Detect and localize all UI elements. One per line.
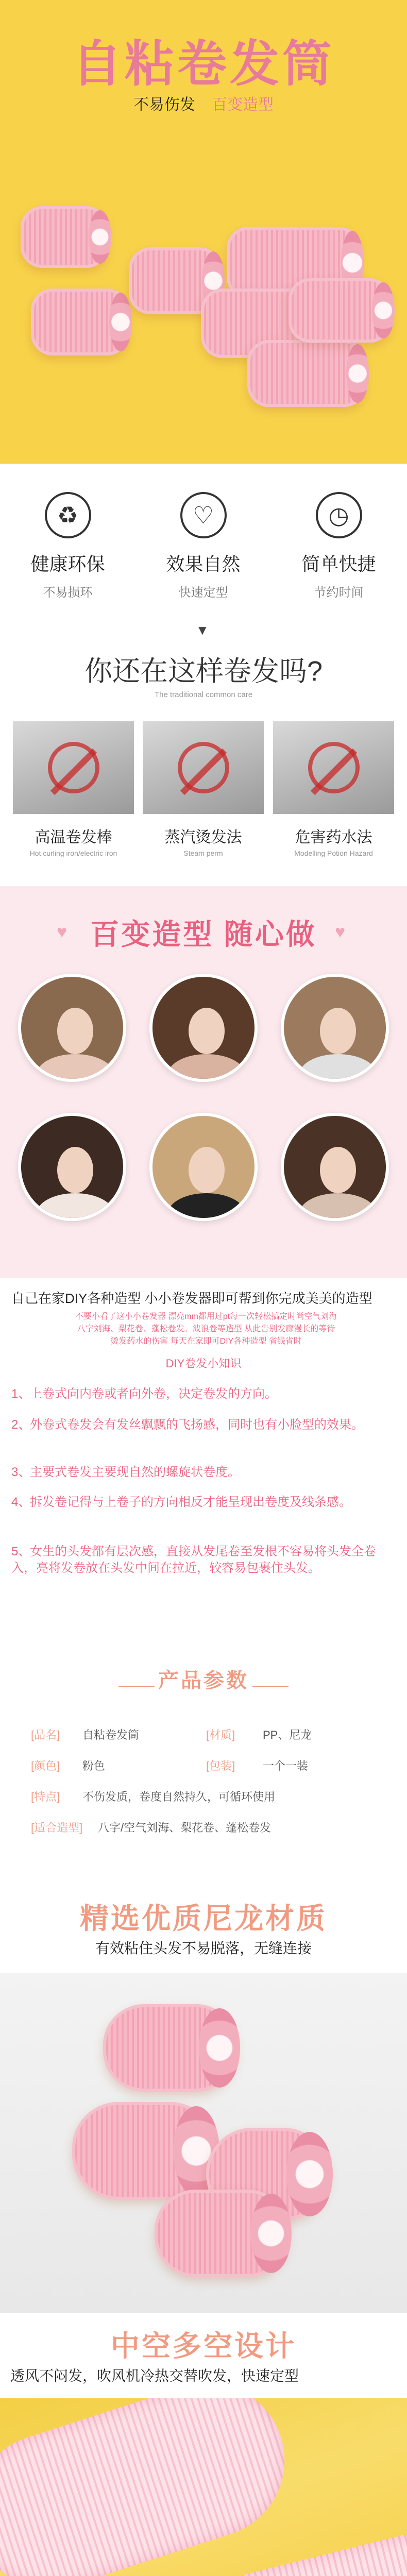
param-value: PP、尼龙 — [263, 1728, 312, 1741]
chevron-down-icon: ▼ — [196, 622, 209, 638]
param-row — [31, 1726, 381, 1744]
tip-number: 1、 — [11, 1387, 31, 1401]
diy-tip — [11, 1417, 393, 1433]
care-title-en: Steam perm — [183, 849, 223, 857]
diy-tip — [11, 1544, 393, 1577]
diy-intro-line: 不要小看了这小小卷发器 漂亮mm都用过pt每一次轻松搞定时尚空气刘海 — [75, 1312, 337, 1321]
hero-subtitle-left: 不易伤发 — [133, 96, 195, 113]
diy-intro-line: 八字刘海、梨花卷、蓬松卷发。波浪卷等造型 从此告别发廊漫长的等待 — [77, 1325, 335, 1333]
params-heading: 产品参数 — [158, 1669, 249, 1692]
care-section — [0, 618, 407, 886]
diy-lead: 自己在家DIY各种造型 小小卷发器即可帮到你完成美美的造型 — [11, 1291, 372, 1306]
care-title: 蒸汽烫发法 — [164, 829, 242, 846]
prohibited-icon — [48, 742, 99, 793]
styles-heading: 百变造型 随心做 — [90, 918, 317, 951]
hairstyle-photo — [18, 974, 126, 1082]
roller-image — [289, 278, 392, 343]
param-key: [品名] — [31, 1728, 60, 1741]
care-title-en: Modelling Potion Hazard — [294, 849, 373, 857]
hero-title: 自粘卷发筒 — [72, 37, 335, 92]
diy-section — [0, 1278, 407, 1643]
nylon-section — [0, 1891, 407, 2313]
tip-text: 外卷式卷发会有发丝飘飘的飞扬感，同时也有小脸型的效果。 — [30, 1418, 364, 1432]
hairstyle-photo — [149, 974, 258, 1082]
care-image — [13, 721, 134, 814]
feature-item — [0, 492, 135, 600]
param-row — [31, 1819, 381, 1837]
hollow-heading: 中空多空设计 — [111, 2330, 296, 2362]
param-row — [31, 1788, 381, 1806]
diy-tip — [11, 1464, 393, 1481]
heart-icon: ♥ — [335, 922, 346, 942]
diy-intro — [31, 1311, 381, 1348]
tip-text: 拆发卷记得与上卷子的方向相反才能呈现出卷度及线条感。 — [30, 1495, 351, 1509]
param-row — [31, 1757, 381, 1775]
care-image — [143, 721, 264, 814]
care-heading: 你还在这样卷发吗? — [84, 656, 323, 687]
care-image — [273, 721, 394, 814]
roller-image — [31, 289, 129, 355]
hairstyle-photo — [149, 1113, 258, 1221]
product-photo — [0, 2398, 407, 2576]
recycle-icon: ♻ — [45, 492, 91, 538]
prohibited-icon — [178, 742, 229, 793]
tip-number: 5、 — [11, 1545, 31, 1558]
feature-item — [135, 492, 271, 600]
param-key: [适合造型] — [31, 1821, 83, 1834]
features-section — [0, 464, 407, 618]
params-section — [0, 1643, 407, 1891]
heart-icon: ♡ — [180, 492, 227, 538]
care-title-en: Hot curling iron/electric iron — [29, 849, 117, 857]
care-heading-en: The traditional common care — [154, 690, 253, 699]
feature-desc: 快速定型 — [178, 586, 228, 600]
product-photo — [0, 1973, 407, 2313]
styles-section — [0, 886, 407, 1278]
feature-title: 健康环保 — [30, 553, 105, 574]
param-key: [材质] — [206, 1728, 235, 1741]
param-key: [颜色] — [31, 1759, 60, 1772]
divider — [252, 1686, 289, 1687]
tip-text: 女生的头发都有层次感，直接从发尾卷至发根不容易将头发全卷入，亮将发卷放在头发中间在拉近，较容易包裹住头发。 — [11, 1545, 376, 1575]
hero-subtitle — [0, 92, 407, 114]
param-key: [特点] — [31, 1790, 60, 1803]
diy-tip — [11, 1494, 393, 1511]
tip-text: 上卷式向内卷或者向外卷，决定卷发的方向。 — [30, 1387, 277, 1401]
feature-desc: 不易损环 — [43, 586, 93, 600]
roller-image — [247, 340, 366, 407]
param-value: 八字/空气刘海、梨花卷、蓬松卷发 — [98, 1821, 272, 1834]
nylon-subtitle: 有效粘住头发不易脱落，无缝连接 — [95, 1940, 312, 1956]
hollow-subtitle: 透风不闷发，吹风机冷热交替吹发，快速定型 — [10, 2368, 299, 2384]
tip-number: 2、 — [11, 1418, 31, 1432]
hero-subtitle-right: 百变造型 — [212, 96, 274, 113]
roller-closeup — [0, 2398, 304, 2576]
prohibited-icon — [308, 742, 360, 793]
heart-icon: ♥ — [57, 922, 67, 942]
roller-image — [72, 2102, 216, 2200]
roller-image — [21, 206, 108, 268]
tip-number: 4、 — [11, 1495, 31, 1509]
clock-icon: ◷ — [316, 492, 362, 538]
care-title: 高温卷发棒 — [35, 829, 112, 846]
param-value: 粉色 — [82, 1759, 106, 1772]
roller-image — [155, 2190, 289, 2277]
hairstyle-photo — [281, 1113, 389, 1221]
hero-banner — [0, 0, 407, 464]
roller-image — [103, 2004, 237, 2092]
hairstyle-photo — [18, 1113, 126, 1221]
hairstyle-photo — [281, 974, 389, 1082]
tip-number: 3、 — [11, 1465, 31, 1479]
feature-desc: 节约时间 — [314, 586, 364, 600]
feature-title: 简单快捷 — [301, 553, 376, 574]
param-value: 自粘卷发筒 — [82, 1728, 140, 1741]
feature-title: 效果自然 — [166, 553, 241, 574]
diy-tip — [11, 1386, 393, 1402]
param-value: 不伤发质，卷度自然持久，可循环使用 — [82, 1790, 276, 1803]
nylon-heading: 精选优质尼龙材质 — [80, 1902, 327, 1935]
feature-item — [271, 492, 406, 600]
tip-text: 主要式卷发主要现自然的螺旋状卷度。 — [30, 1465, 240, 1479]
param-value: 一个一装 — [263, 1759, 309, 1772]
param-key: [包装] — [206, 1759, 235, 1772]
diy-subheading: DIY卷发小知识 — [165, 1357, 242, 1370]
diy-intro-line: 烫发药水的伤害 每天在家即可DIY各种造型 省钱省时 — [110, 1337, 302, 1346]
hollow-section — [0, 2313, 407, 2576]
care-title: 危害药水法 — [295, 829, 372, 846]
